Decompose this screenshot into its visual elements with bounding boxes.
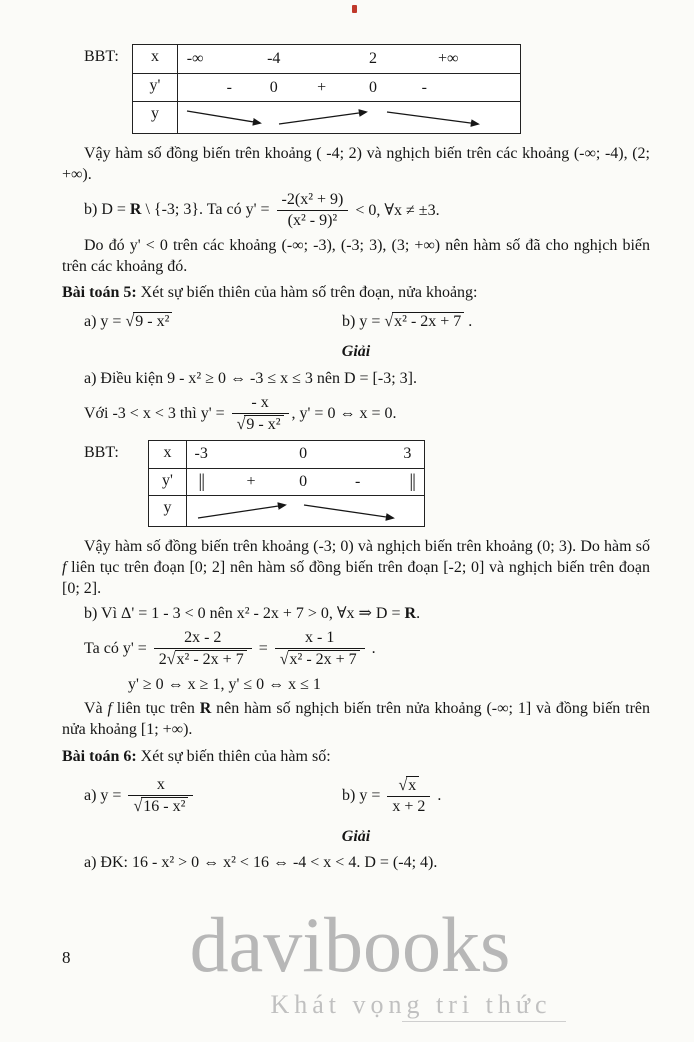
function-5a: [84, 312, 342, 331]
denominator: [154, 649, 252, 669]
fraction: [128, 776, 193, 816]
problem-6-functions: [62, 771, 650, 821]
watermark-brand: davibooks: [189, 901, 511, 988]
watermark-tagline: Khát vọng tri thức: [270, 990, 552, 1019]
radical-icon: √: [133, 797, 143, 816]
text-segment: b) y =: [342, 786, 385, 804]
bbt-label: BBT:: [84, 443, 119, 461]
y-prime-sign: -: [226, 78, 232, 96]
bbt-row-y: [133, 101, 520, 133]
radical-icon: √: [384, 312, 394, 331]
set-R-symbol: R: [129, 201, 142, 219]
bbt-row-y-prime-values: [178, 74, 520, 101]
problem-6-title: Bài toán 6:: [62, 747, 137, 765]
numerator: -2(x² + 9): [277, 191, 349, 211]
bbt-row-y-prime: [149, 468, 424, 495]
arrow-decreasing-icon: [301, 501, 403, 522]
equals-sign: =: [254, 639, 272, 657]
y-prime-zero: 0: [269, 78, 278, 96]
text-segment: .: [433, 786, 442, 804]
x-value: -4: [267, 50, 281, 67]
square-root: [398, 776, 419, 795]
square-root: [384, 312, 464, 331]
function-6a: [84, 776, 342, 816]
bbt-table: [132, 44, 521, 134]
y-prime-sign: +: [246, 472, 256, 490]
denominator: [232, 414, 289, 434]
solution-4b-derivative-line: [62, 191, 650, 230]
problem-6-statement: Xét sự biến thiên của hàm số:: [136, 747, 331, 765]
text-segment: , y' = 0 ⇔ x = 0.: [291, 404, 397, 422]
text-segment: .: [416, 604, 421, 622]
paragraph-conclusion-4a: Vậy hàm số đồng biến trên khoảng ( -4; 2) và nghịch biến trên các khoảng (-∞; -4), (2; +∞).: [62, 145, 650, 184]
variation-table-2: [62, 440, 650, 527]
arrow-decreasing-icon: [184, 108, 270, 128]
numerator: - x: [232, 394, 289, 414]
denominator: (x² - 9)²: [287, 211, 338, 229]
text-segment: b) Vì Δ' = 1 - 3 < 0 nên x² - 2x + 7 > 0, ∀x ⇒ D =: [84, 604, 405, 622]
numerator: x - 1: [275, 629, 365, 649]
radical-icon: √: [166, 650, 176, 669]
text-segment: nên hàm số nghịch biến trên nửa khoảng (-∞; 1] và đồng biến trên nửa khoảng [1; +∞).: [62, 700, 651, 739]
paragraph-conclusion-5a: [62, 536, 650, 600]
bbt-row-y-header: y: [133, 102, 178, 133]
paragraph-conclusion-4b: Do đó y' < 0 trên các khoảng (-∞; -3), (-3; 3), (3; +∞) nên hàm số đã cho nghịch biến trên các khoảng đó.: [62, 236, 650, 275]
solution-5a-condition: a) Điều kiện 9 - x² ≥ 0 ⇔ -3 ≤ x ≤ 3 nên D = [-3; 3].: [84, 369, 417, 387]
arrow-increasing-icon: [276, 108, 376, 128]
solution-5b-delta-line: [62, 603, 650, 624]
function-5b: [342, 312, 472, 331]
bbt-row-y-prime: [133, 73, 520, 101]
problem-5-statement: Xét sự biến thiên của hàm số trên đoạn, nửa khoảng:: [136, 284, 478, 302]
bbt-row-x: [149, 441, 424, 468]
y-prime-zero: 0: [299, 472, 308, 490]
y-prime-sign: +: [317, 78, 327, 96]
radical-icon: √: [125, 312, 135, 331]
text-segment: .: [464, 312, 473, 330]
radicand: x² - 2x + 7: [392, 312, 464, 331]
problem-5-heading: [62, 282, 650, 303]
text-segment: .: [367, 639, 376, 657]
radicand: 16 - x²: [141, 797, 188, 816]
x-value: -3: [194, 445, 208, 463]
denominator: x + 2: [392, 797, 426, 815]
bbt-row-x-header: x: [149, 441, 187, 468]
x-value: 0: [299, 445, 308, 463]
radicand: x: [406, 776, 419, 795]
paragraph-conclusion-5b: [62, 698, 650, 741]
radical-icon: √: [236, 415, 246, 434]
bbt-row-x-values: [187, 441, 424, 468]
fraction: [275, 629, 365, 669]
function-f-symbol: f: [62, 559, 67, 577]
text-segment: b) y =: [342, 312, 385, 330]
solution-label: Giải: [341, 343, 371, 361]
square-root: [133, 797, 188, 816]
x-value: 3: [403, 445, 412, 463]
text-segment: Và: [84, 700, 108, 718]
coefficient: 2: [158, 650, 167, 668]
function-6b: [342, 776, 441, 816]
text-segment: liên tục trên: [111, 700, 200, 718]
text-segment: a) y =: [84, 312, 126, 330]
text-segment: a) y =: [84, 786, 126, 804]
radical-icon: √: [398, 776, 408, 795]
y-prime-sign: -: [421, 78, 427, 96]
radicand: 9 - x²: [244, 415, 283, 434]
square-root: [280, 650, 360, 669]
square-root: [125, 312, 172, 331]
bbt-row-y-header: y: [149, 496, 187, 526]
bbt-row-y-prime-header: y': [133, 74, 178, 101]
x-value: +∞: [437, 50, 459, 67]
function-f-symbol: f: [107, 700, 112, 718]
text-segment: < 0, ∀x ≠ ±3.: [351, 202, 440, 220]
bbt-row-y-arrows: [178, 102, 520, 133]
fraction: [232, 394, 289, 434]
double-bar: ||: [409, 470, 415, 492]
radical-icon: √: [279, 650, 289, 669]
x-value: -∞: [186, 50, 204, 67]
arrow-decreasing-icon: [384, 108, 488, 128]
square-root: [237, 415, 284, 434]
solution-5a-derivative-line: [62, 394, 650, 434]
fraction: [387, 776, 430, 816]
solution-label: Giải: [341, 827, 371, 845]
bbt-label: BBT:: [84, 48, 119, 65]
text-segment: \ {-3; 3}. Ta có y' =: [141, 201, 274, 219]
x-value: 2: [368, 50, 377, 67]
bbt-row-x-header: x: [133, 45, 178, 73]
numerator: x: [128, 776, 193, 796]
arrow-increasing-icon: [195, 501, 295, 522]
bbt-row-y-prime-values: [187, 469, 424, 495]
numerator: [387, 776, 430, 797]
set-R-symbol: R: [199, 700, 212, 718]
radicand: 9 - x²: [133, 312, 172, 331]
bbt-row-x: [133, 45, 520, 73]
denominator: [275, 649, 365, 669]
bbt-row-x-values: [178, 45, 520, 73]
solution-5b-derivative-line: [62, 629, 650, 669]
radicand: x² - 2x + 7: [288, 650, 360, 669]
text-segment: Với -3 < x < 3 thì y' =: [84, 404, 229, 422]
problem-6-heading: [62, 746, 650, 767]
bbt-row-y-arrows: [187, 496, 424, 526]
page-number: 8: [62, 948, 71, 967]
denominator: [128, 796, 193, 816]
text-segment: Vậy hàm số đồng biến trên khoảng (-3; 0) và nghịch biến trên khoảng (0; 3). Do hàm số: [84, 537, 650, 555]
text-segment: Ta có y' =: [84, 639, 151, 657]
y-prime-zero: 0: [368, 78, 377, 96]
bbt-row-y: [149, 495, 424, 526]
scan-artifact: [352, 5, 357, 13]
bbt-row-y-prime-header: y': [149, 469, 187, 495]
solution-5b-sign-line: y' ≥ 0 ⇔ x ≥ 1, y' ≤ 0 ⇔ x ≤ 1: [128, 675, 321, 693]
solution-6a-condition: a) ĐK: 16 - x² > 0 ⇔ x² < 16 ⇔ -4 < x < 4. D = (-4; 4).: [84, 854, 438, 872]
text-segment: liên tục trên đoạn [0; 2] nên hàm số đồng biến trên đoạn [-2; 0] và nghịch biến trên đoạn [0; 2].: [62, 559, 650, 598]
y-prime-sign: -: [354, 472, 361, 490]
numerator: 2x - 2: [154, 629, 252, 649]
double-bar: ||: [198, 470, 205, 492]
text-segment: b) D =: [84, 201, 130, 219]
square-root: [167, 650, 247, 669]
variation-table-1: [62, 44, 650, 134]
fraction: [277, 191, 349, 230]
problem-5-functions: [62, 307, 650, 336]
bbt-table: [148, 440, 425, 527]
problem-5-title: Bài toán 5:: [62, 284, 137, 302]
set-R-symbol: R: [404, 604, 417, 622]
fraction: [154, 629, 252, 669]
radicand: x² - 2x + 7: [175, 650, 247, 669]
